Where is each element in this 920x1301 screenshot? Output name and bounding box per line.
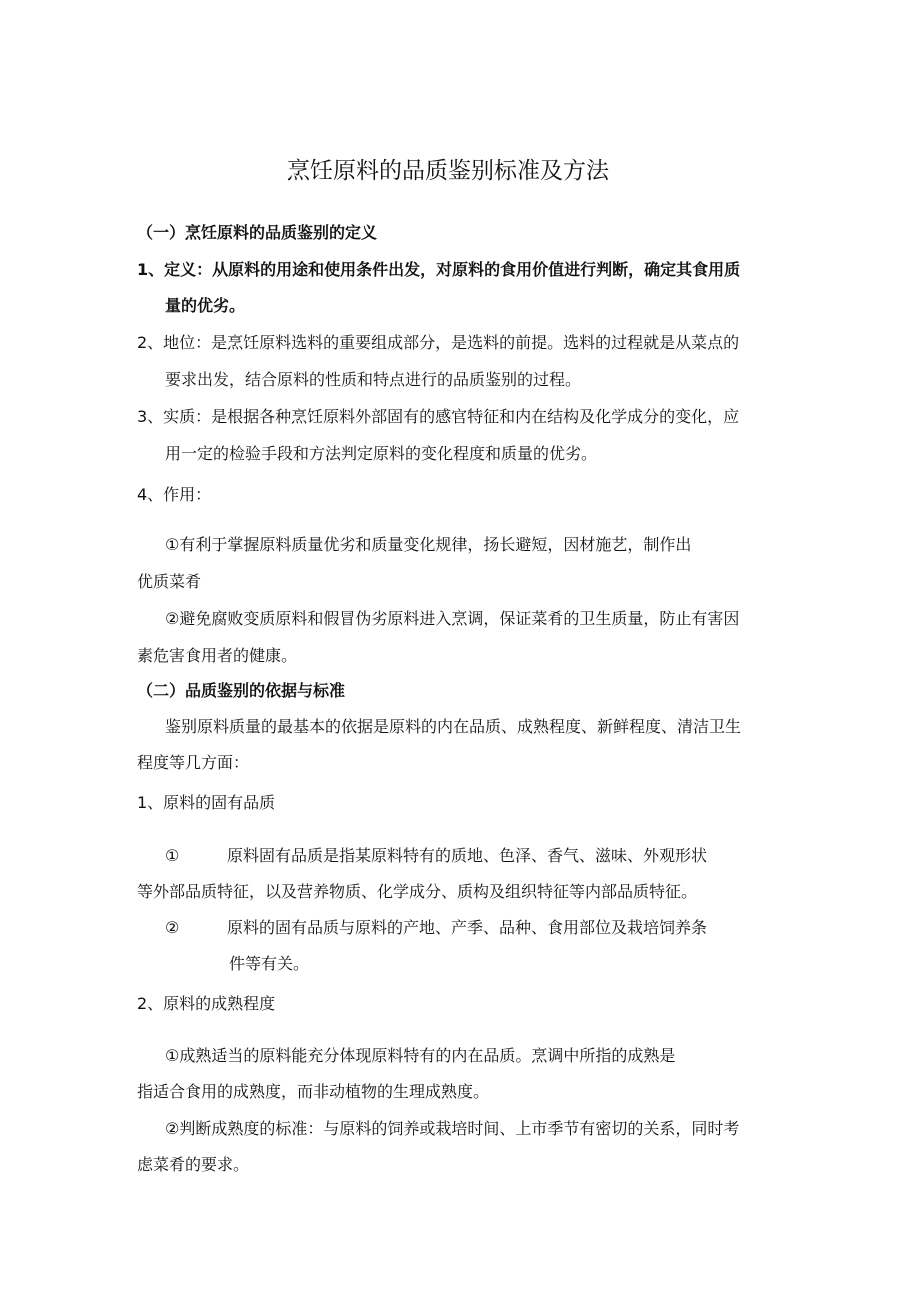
inherent-p1-line2: 等外部品质特征，以及营养物质、化学成分、质构及组织特征等内部品质特征。 bbox=[137, 882, 698, 901]
section2-heading: （二）品质鉴别的依据与标准 bbox=[137, 681, 346, 700]
function-p2-line1: ②避免腐败变质原料和假冒伪劣原料进入烹调，保证菜肴的卫生质量，防止有害因 bbox=[165, 609, 740, 628]
essence-line1: 3、实质：是根据各种烹饪原料外部固有的感官特征和内在结构及化学成分的变化，应 bbox=[137, 407, 740, 426]
maturity-p1-line1: ①成熟适当的原料能充分体现原料特有的内在品质。烹调中所指的成熟是 bbox=[165, 1046, 676, 1065]
inherent-p1-line1: 原料固有品质是指某原料特有的质地、色泽、香气、滋味、外观形状 bbox=[227, 846, 708, 865]
intro-line1: 鉴别原料质量的最基本的依据是原料的内在品质、成熟程度、新鲜程度、清洁卫生 bbox=[165, 717, 742, 736]
maturity-label: 2、原料的成熟程度 bbox=[137, 994, 276, 1013]
function-p1-line2: 优质菜肴 bbox=[137, 572, 202, 591]
maturity-p2-line1: ②判断成熟度的标准：与原料的饲养或栽培时间、上市季节有密切的关系，同时考 bbox=[165, 1119, 740, 1138]
function-p2-line2: 素危害食用者的健康。 bbox=[137, 646, 298, 665]
function-label: 4、作用： bbox=[137, 485, 212, 504]
position-line2: 要求出发，结合原料的性质和特点进行的品质鉴别的过程。 bbox=[165, 370, 582, 389]
maturity-p2-line2: 虑菜肴的要求。 bbox=[137, 1155, 250, 1174]
inherent-p1-num: ① bbox=[165, 846, 180, 865]
essence-line2: 用一定的检验手段和方法判定原料的变化程度和质量的优劣。 bbox=[165, 444, 598, 463]
inherent-p2-line2: 件等有关。 bbox=[229, 954, 310, 973]
section1-heading: （一）烹饪原料的品质鉴别的定义 bbox=[137, 223, 378, 242]
definition-line2: 量的优劣。 bbox=[165, 296, 246, 315]
position-line1: 2、地位：是烹饪原料选料的重要组成部分，是选料的前提。选料的过程就是从菜点的 bbox=[137, 333, 740, 352]
page-title: 烹饪原料的品质鉴别标准及方法 bbox=[287, 158, 609, 184]
intro-line2: 程度等几方面： bbox=[137, 753, 250, 772]
inherent-p2-num: ② bbox=[165, 918, 180, 937]
maturity-p1-line2: 指适合食用的成熟度，而非动植物的生理成熟度。 bbox=[137, 1082, 490, 1101]
inherent-p2-line1: 原料的固有品质与原料的产地、产季、品种、食用部位及栽培饲养条 bbox=[227, 918, 708, 937]
function-p1-line1: ①有利于掌握原料质量优劣和质量变化规律，扬长避短，因材施艺，制作出 bbox=[165, 535, 692, 554]
inherent-quality-label: 1、原料的固有品质 bbox=[137, 793, 276, 812]
definition-line1: 1、定义：从原料的用途和使用条件出发，对原料的食用价值进行判断，确定其食用质 bbox=[137, 260, 741, 279]
